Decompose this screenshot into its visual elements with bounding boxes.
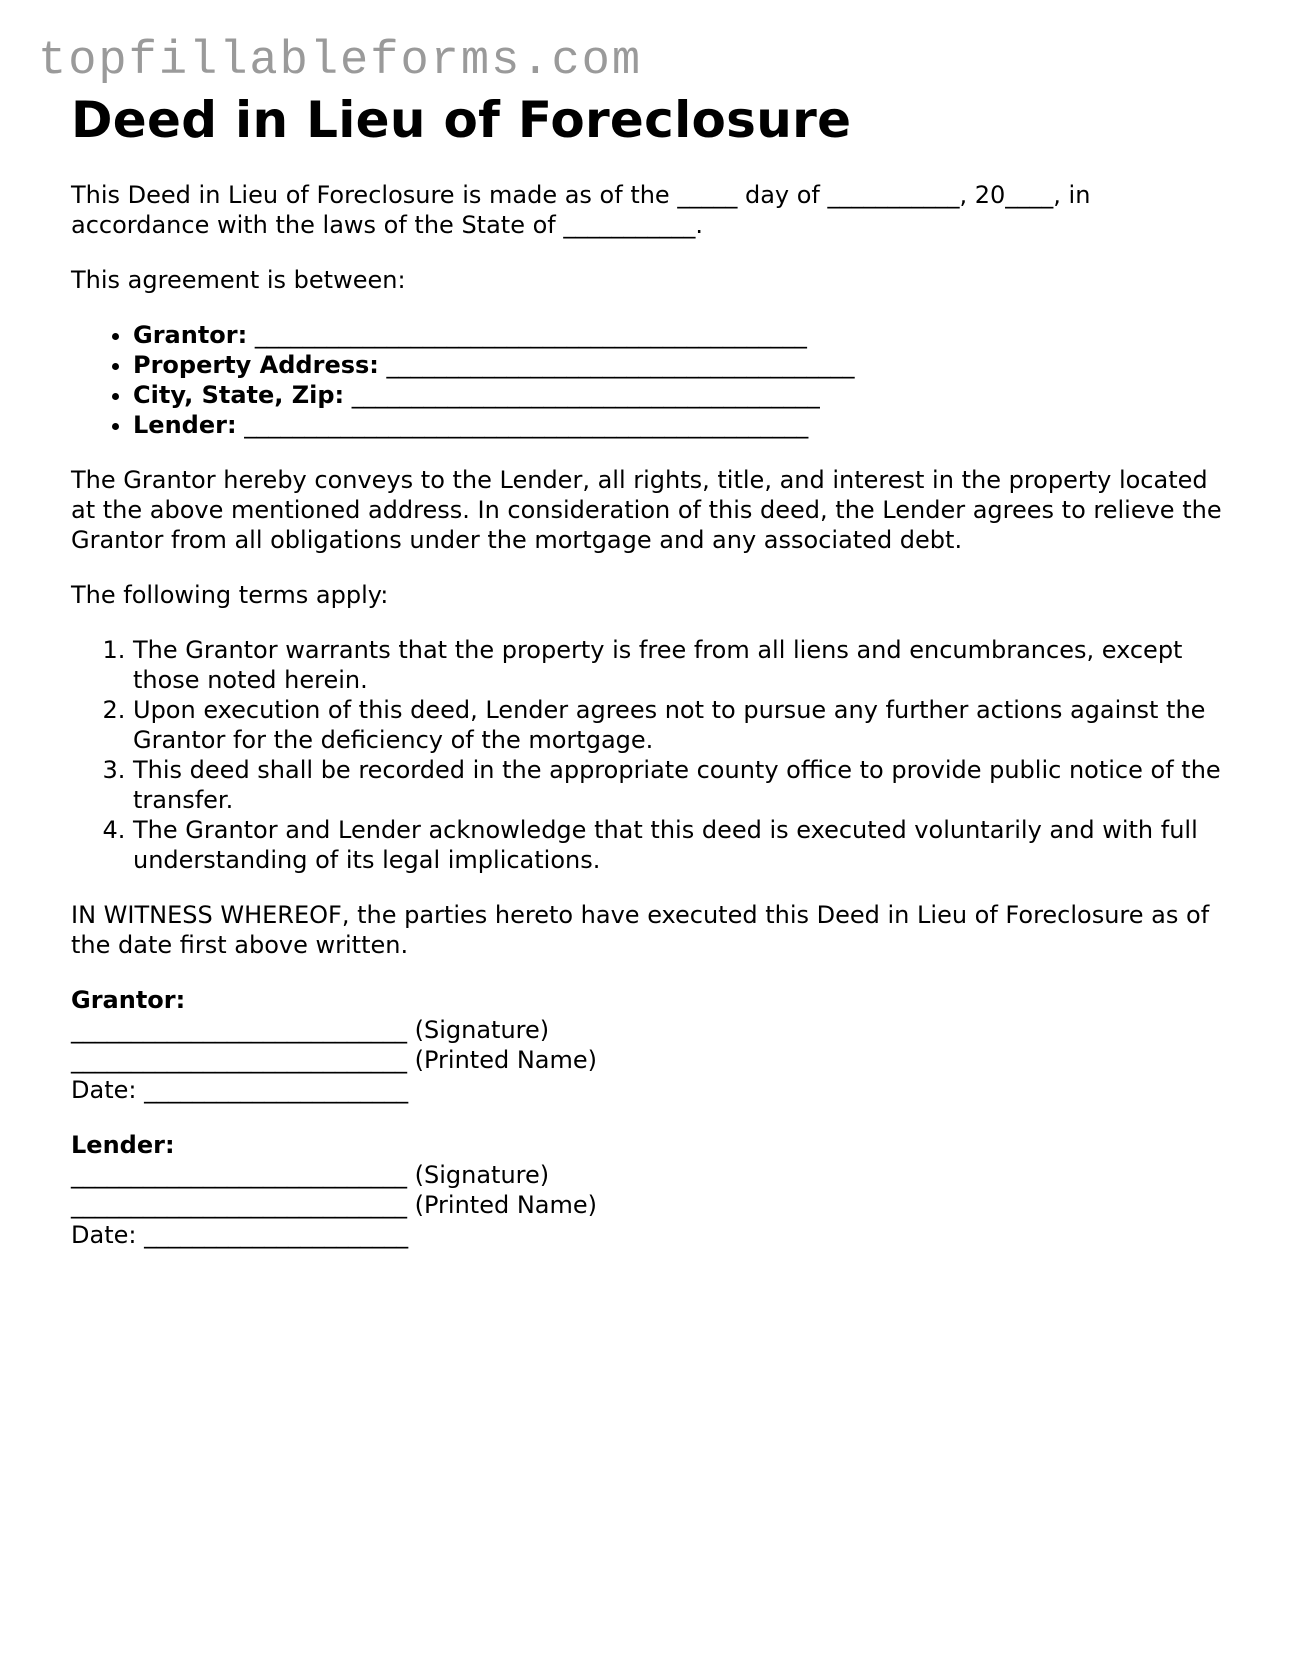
grantor-date-line: Date: ______________________ xyxy=(71,1076,409,1104)
parties-list xyxy=(71,320,1231,440)
watermark: topfillableforms.com xyxy=(38,35,643,88)
term-item: 1. The Grantor warrants that the property is free from all liens and encumbrances, except those noted herein. xyxy=(133,635,1231,695)
lender-date-line: Date: ______________________ xyxy=(71,1221,409,1249)
intro-paragraph: This Deed in Lieu of Foreclosure is made as of the _____ day of ___________, 20____, in accordance with the laws of the State of ___________. xyxy=(71,181,1091,239)
grantor-signature-block xyxy=(71,985,1231,1105)
conveyance-paragraph: The Grantor hereby conveys to the Lender, all rights, title, and interest in the property located at the above mentioned address. In consideration of this deed, the Lender agrees to relieve the Grantor from all obligations under the mortgage and any associated debt. xyxy=(71,466,1222,554)
between-label: This agreement is between: xyxy=(71,266,406,294)
party-label: Grantor: xyxy=(133,321,248,349)
term-item: 3. This deed shall be recorded in the appropriate county office to provide public notice of the transfer. xyxy=(133,755,1231,815)
party-label: Lender: xyxy=(133,411,237,439)
party-blank: _______________________________________ xyxy=(351,381,820,409)
party-blank: ______________________________________________ xyxy=(254,321,807,349)
grantor-sig-heading: Grantor: xyxy=(71,986,186,1014)
page-title: Deed in Lieu of Foreclosure xyxy=(71,91,852,149)
party-item-grantor xyxy=(133,320,1231,350)
lender-sig-heading: Lender: xyxy=(71,1131,175,1159)
party-blank: _______________________________________________ xyxy=(244,411,809,439)
lender-signature-block xyxy=(71,1130,1231,1250)
term-item: 2. Upon execution of this deed, Lender agrees not to pursue any further actions against the Grantor for the deficiency of the mortgage. xyxy=(133,695,1231,755)
party-label: City, State, Zip: xyxy=(133,381,345,409)
party-label: Property Address: xyxy=(133,351,379,379)
party-item-lender xyxy=(133,410,1231,440)
witness-paragraph: IN WITNESS WHEREOF, the parties hereto have executed this Deed in Lieu of Foreclosure as of the date first above written. xyxy=(71,901,1210,959)
party-blank: _______________________________________ xyxy=(386,351,855,379)
grantor-signature-line: ____________________________ (Signature) xyxy=(71,1016,550,1044)
party-item-property-address xyxy=(133,350,1231,380)
party-item-city-state-zip xyxy=(133,380,1231,410)
grantor-printed-name-line: ____________________________ (Printed Name) xyxy=(71,1046,597,1074)
lender-printed-name-line: ____________________________ (Printed Name) xyxy=(71,1191,597,1219)
document-page xyxy=(71,90,1231,1275)
lender-signature-line: ____________________________ (Signature) xyxy=(71,1161,550,1189)
terms-list xyxy=(71,635,1231,875)
term-item: 4. The Grantor and Lender acknowledge that this deed is executed voluntarily and with full understanding of its legal implications. xyxy=(133,815,1231,875)
terms-label: The following terms apply: xyxy=(71,581,389,609)
